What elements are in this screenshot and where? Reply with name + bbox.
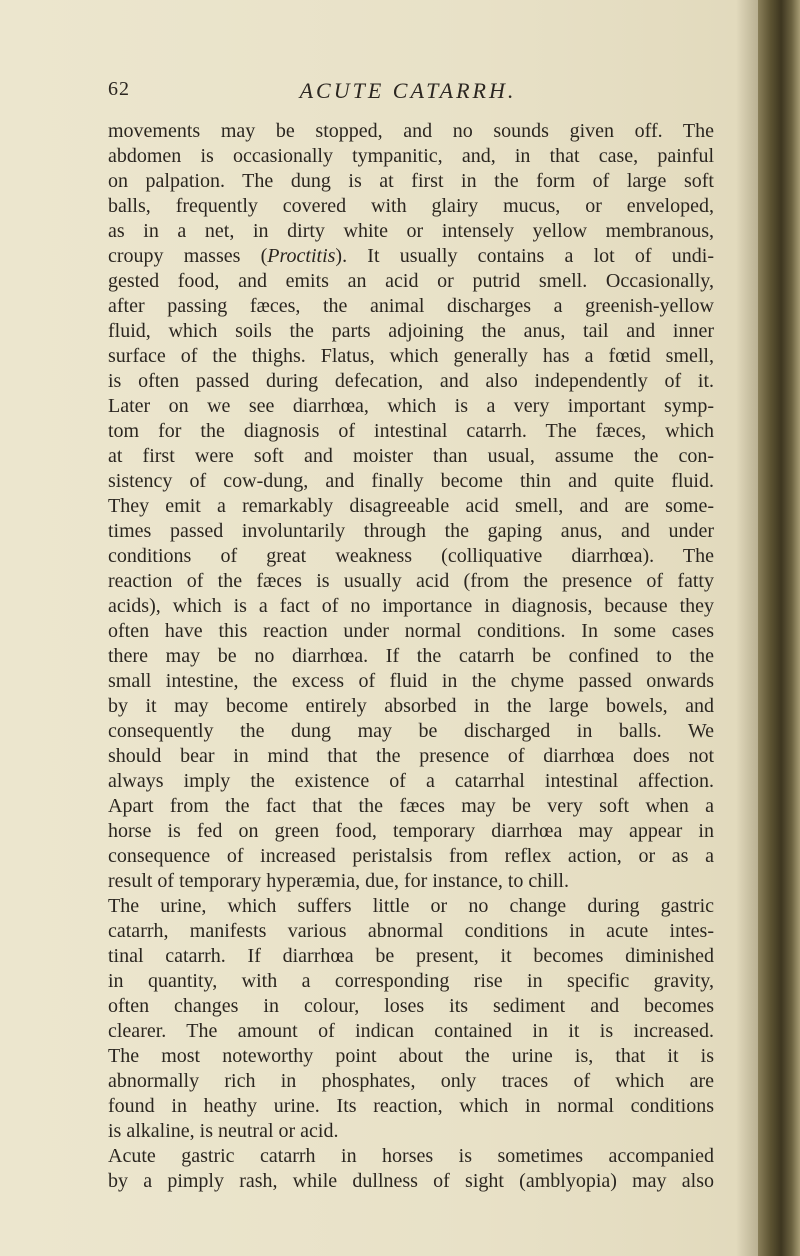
- text-line: after passing fæces, the animal discharges a greenish-yellow: [108, 295, 714, 317]
- book-spine: [758, 0, 800, 1256]
- text-line: is often passed during defecation, and also independently of it.: [108, 370, 714, 392]
- paragraph-start-line: Acute gastric catarrh in horses is sometimes accompanied: [108, 1145, 714, 1167]
- text-line: abnormally rich in phosphates, only traces of which are: [108, 1070, 714, 1092]
- text-line: Apart from the fact that the fæces may be very soft when a: [108, 795, 714, 817]
- text-line: conditions of great weakness (colliquative diarrhœa). The: [108, 545, 714, 567]
- text-line: in quantity, with a corresponding rise in specific gravity,: [108, 970, 714, 992]
- page-number: 62: [108, 78, 130, 100]
- text-line: found in heathy urine. Its reaction, which in normal conditions: [108, 1095, 714, 1117]
- text-line: tinal catarrh. If diarrhœa be present, it becomes diminished: [108, 945, 714, 967]
- text-line: small intestine, the excess of fluid in the chyme passed onwards: [108, 670, 714, 692]
- page-header: [108, 78, 708, 108]
- text-line: on palpation. The dung is at first in the form of large soft: [108, 170, 714, 192]
- text-line: catarrh, manifests various abnormal conditions in acute intes-: [108, 920, 714, 942]
- text-line: often have this reaction under normal conditions. In some cases: [108, 620, 714, 642]
- text-line: acids), which is a fact of no importance in diagnosis, because they: [108, 595, 714, 617]
- text-line: reaction of the fæces is usually acid (from the presence of fatty: [108, 570, 714, 592]
- text-line: often changes in colour, loses its sediment and becomes: [108, 995, 714, 1017]
- text-line: at first were soft and moister than usual, assume the con-: [108, 445, 714, 467]
- text-line: always imply the existence of a catarrhal intestinal affection.: [108, 770, 714, 792]
- text-line-with-italic: croupy masses (Proctitis). It usually contains a lot of undi-: [108, 245, 714, 267]
- text-line: horse is fed on green food, temporary diarrhœa may appear in: [108, 820, 714, 842]
- paragraph-end-line: is alkaline, is neutral or acid.: [108, 1120, 339, 1142]
- text-line: movements may be stopped, and no sounds given off. The: [108, 120, 714, 142]
- text-line: by it may become entirely absorbed in the large bowels, and: [108, 695, 714, 717]
- text-line: The most noteworthy point about the urine is, that it is: [108, 1045, 714, 1067]
- text-line: consequently the dung may be discharged in balls. We: [108, 720, 714, 742]
- text-line: consequence of increased peristalsis from reflex action, or as a: [108, 845, 714, 867]
- text-line: clearer. The amount of indican contained in it is increased.: [108, 1020, 714, 1042]
- text-line: abdomen is occasionally tympanitic, and, in that case, painful: [108, 145, 714, 167]
- gutter-shadow: [736, 0, 758, 1256]
- paragraph-start-line: Later on we see diarrhœa, which is a very important symp-: [108, 395, 714, 417]
- italic-term: Proctitis: [267, 245, 336, 267]
- text-line: tom for the diagnosis of intestinal catarrh. The fæces, which: [108, 420, 714, 442]
- text-line: surface of the thighs. Flatus, which generally has a fœtid smell,: [108, 345, 714, 367]
- paragraph-start-line: The urine, which suffers little or no change during gastric: [108, 895, 714, 917]
- text-line: there may be no diarrhœa. If the catarrh be confined to the: [108, 645, 714, 667]
- body-text: [108, 119, 714, 1194]
- text-line: They emit a remarkably disagreeable acid smell, and are some-: [108, 495, 714, 517]
- text-line: as in a net, in dirty white or intensely yellow membranous,: [108, 220, 714, 242]
- text-line: times passed involuntarily through the gaping anus, and under: [108, 520, 714, 542]
- text-line: should bear in mind that the presence of diarrhœa does not: [108, 745, 714, 767]
- text-line: balls, frequently covered with glairy mucus, or enveloped,: [108, 195, 714, 217]
- text-line: sistency of cow-dung, and finally become thin and quite fluid.: [108, 470, 714, 492]
- text-line: fluid, which soils the parts adjoining the anus, tail and inner: [108, 320, 714, 342]
- running-head: ACUTE CATARRH.: [299, 78, 517, 103]
- text-line: by a pimply rash, while dullness of sight (amblyopia) may also: [108, 1170, 714, 1192]
- paragraph-end-line: result of temporary hyperæmia, due, for instance, to chill.: [108, 870, 569, 892]
- text-line: gested food, and emits an acid or putrid smell. Occasionally,: [108, 270, 714, 292]
